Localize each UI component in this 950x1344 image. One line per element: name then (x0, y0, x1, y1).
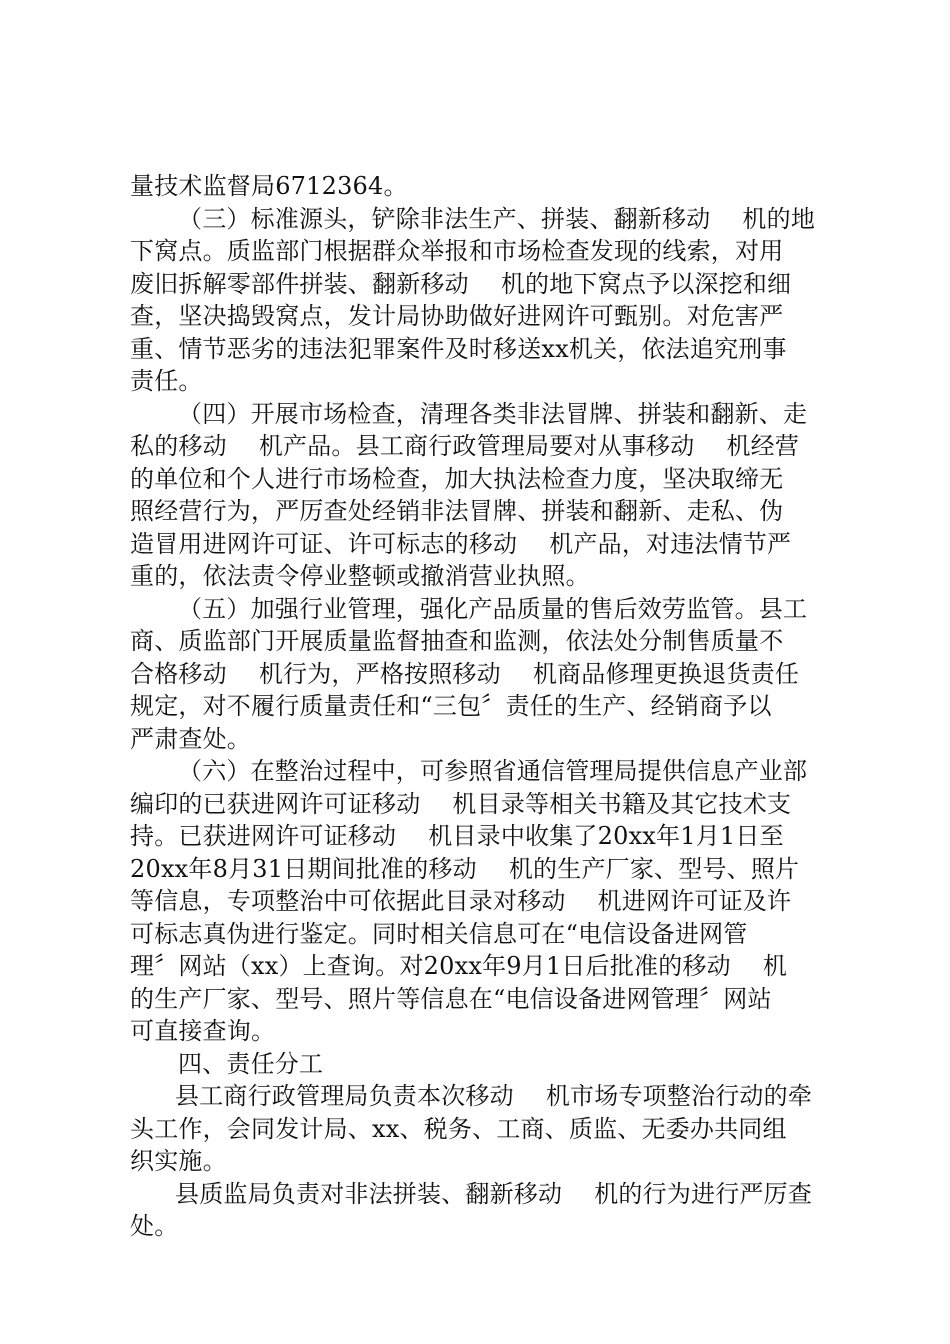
text-line: 等信息，专项整治中可依据此目录对移动 机进网许可证及许 (130, 887, 792, 915)
text-line: 照经营行为，严厉查处经销非法冒牌、拼装和翻新、走私、伪 (130, 497, 784, 525)
text-line: 责任。 (130, 367, 203, 395)
text-line: 严肃查处。 (130, 724, 251, 753)
text-line: （五）加强行业管理，强化产品质量的售后效劳监管。县工 (178, 594, 808, 623)
text-line: 理〞网站（xx）上查询。对20xx年9月1日后批准的移动 机 (130, 952, 788, 980)
text-line: 私的移动 机产品。县工商行政管理局要对从事移动 机经营 (130, 432, 800, 460)
text-line: 商、质监部门开展质量监督抽查和监测，依法处分制售质量不 (130, 627, 784, 655)
text-line: 头工作，会同发计局、xx、税务、工商、质监、无委办共同组 (130, 1114, 787, 1143)
text-line: （三）标准源头，铲除非法生产、拼装、翻新移动 机的地 (178, 204, 816, 233)
text-line: 四、责任分工 (178, 1049, 324, 1078)
text-line: 的单位和个人进行市场检查，加大执法检查力度，坚决取缔无 (130, 464, 784, 493)
text-line: 县工商行政管理局负责本次移动 机市场专项整治行动的牵 (175, 1082, 813, 1110)
text-line: 废旧拆解零部件拼装、翻新移动 机的地下窝点予以深挖和细 (130, 269, 792, 298)
text-line: 规定，对不履行质量责任和“三包〞责任的生产、经销商予以 (130, 692, 772, 720)
text-line: 合格移动 机行为，严格按照移动 机商品修理更换退货责任 (130, 659, 800, 688)
text-line: 造冒用进网许可证、许可标志的移动 机产品，对违法情节严 (130, 529, 792, 558)
text-line: （四）开展市场检查，清理各类非法冒牌、拼装和翻新、走 (178, 399, 808, 428)
text-line: 织实施。 (130, 1147, 227, 1175)
text-line: 下窝点。质监部门根据群众举报和市场检查发现的线索，对用 (130, 237, 784, 265)
text-line: 持。已获进网许可证移动 机目录中收集了20xx年1月1日至 (130, 822, 784, 850)
text-line: 的生产厂家、型号、照片等信息在“电信设备进网管理〞网站 (130, 984, 772, 1013)
text-line: 编印的已获进网许可证移动 机目录等相关书籍及其它技术支 (130, 789, 792, 818)
text-line: 处。 (130, 1212, 179, 1240)
text-line: 查，坚决捣毁窝点，发计局协助做好进网许可甄别。对危害严 (130, 302, 784, 330)
text-line: 可直接查询。 (130, 1017, 276, 1045)
text-line: 重的，依法责令停业整顿或撤消营业执照。 (130, 562, 590, 590)
text-line: 县质监局负责对非法拼装、翻新移动 机的行为进行严厉查 (175, 1179, 813, 1208)
text-line: 重、情节恶劣的违法犯罪案件及时移送xx机关，依法追究刑事 (130, 334, 787, 363)
text-line: （六）在整治过程中，可参照省通信管理局提供信息产业部 (178, 757, 808, 785)
text-line: 可标志真伪进行鉴定。同时相关信息可在“电信设备进网管 (130, 919, 748, 948)
text-line: 量技术监督局6712364。 (130, 172, 408, 200)
text-line: 20xx年8月31日期间批准的移动 机的生产厂家、型号、照片 (130, 854, 800, 883)
document-body (130, 170, 830, 1243)
